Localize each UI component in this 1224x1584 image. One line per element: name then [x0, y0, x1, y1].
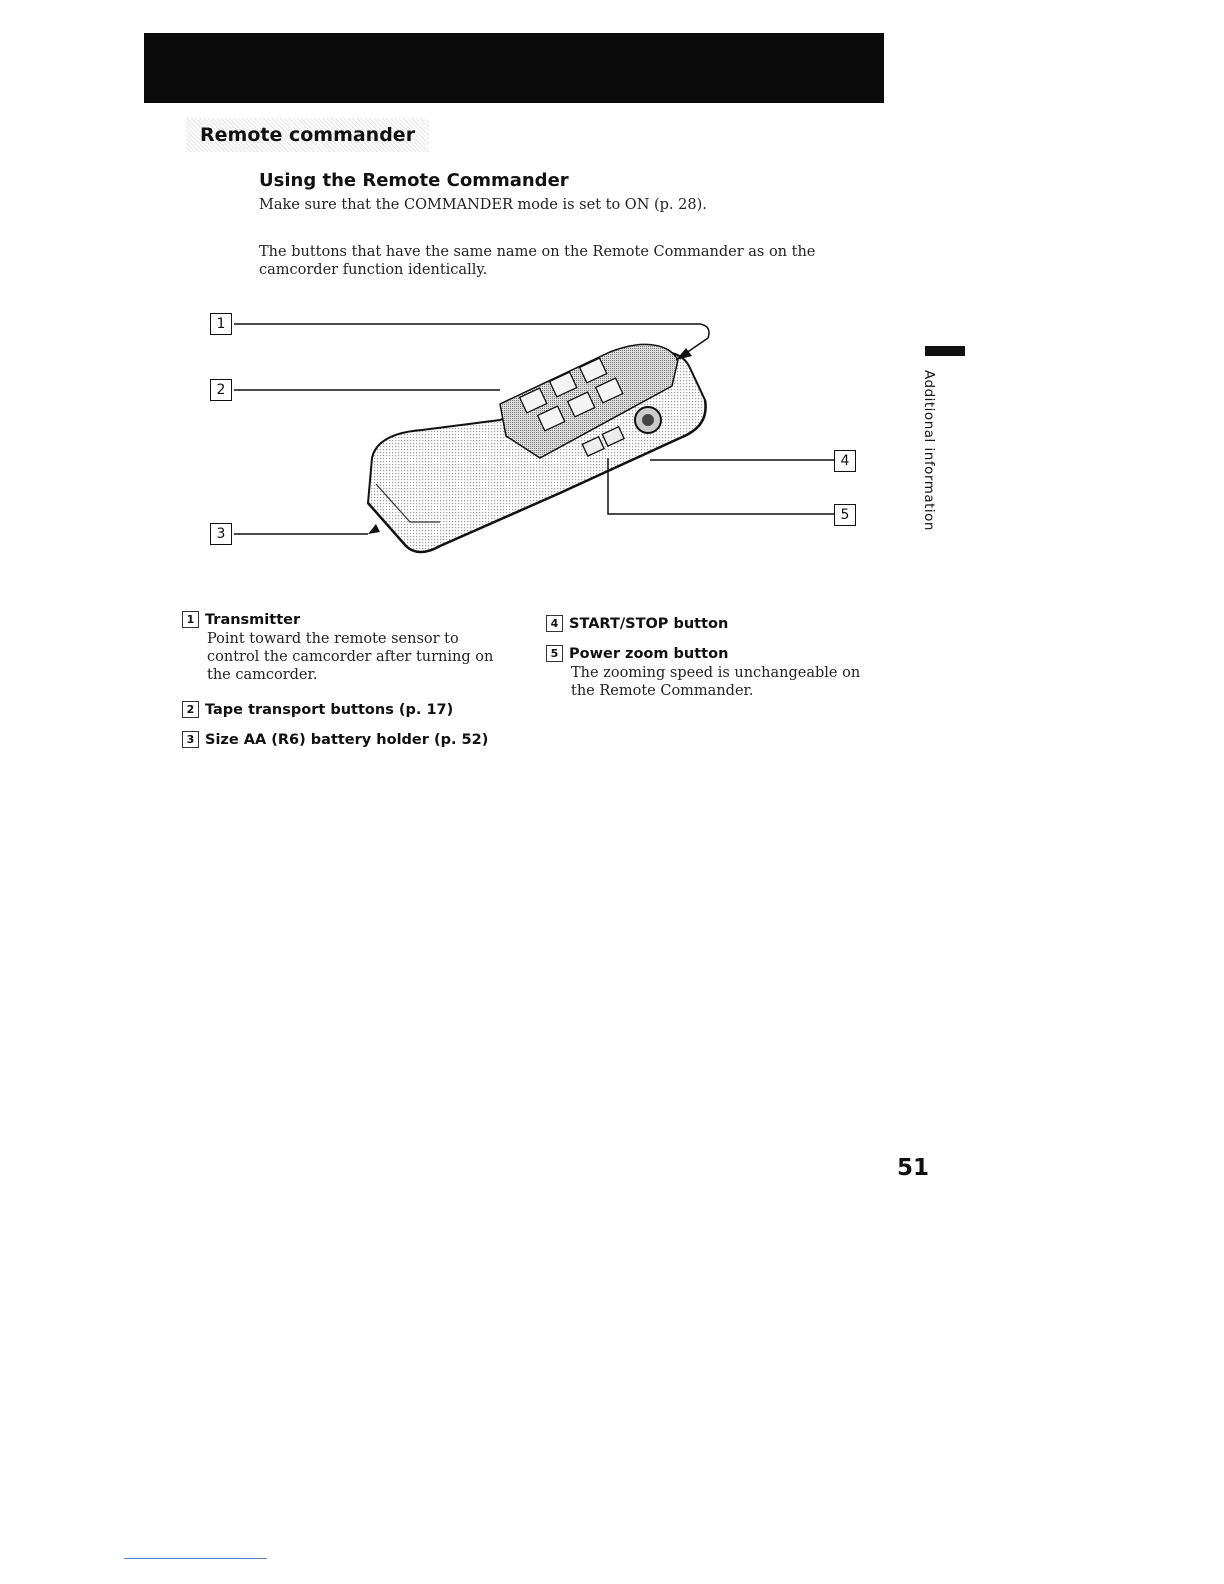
remote-commander-diagram: [200, 308, 900, 578]
buttons-paragraph: The buttons that have the same name on the Remote Commander as on the camcorder function identically.: [259, 244, 816, 278]
item-tape-transport: [182, 701, 453, 718]
item-number: 3: [182, 731, 199, 748]
item-title: Power zoom button: [569, 646, 729, 662]
item-start-stop: [546, 615, 728, 632]
item-battery-holder: [182, 731, 488, 748]
item-description: Point toward the remote sensor to control the camcorder after turning on the camcorder.: [207, 631, 494, 683]
item-number: 1: [182, 611, 199, 628]
page-number: 51: [897, 1155, 930, 1181]
item-number: 2: [182, 701, 199, 718]
footer-divider: [124, 1558, 267, 1559]
item-transmitter: [182, 611, 512, 684]
item-title: Tape transport buttons (p. 17): [205, 702, 454, 718]
item-title: START/STOP button: [569, 616, 729, 632]
callout-3: 3: [210, 523, 232, 545]
remote-illustration: [200, 308, 900, 578]
item-number: 5: [546, 645, 563, 662]
intro-paragraph: Make sure that the COMMANDER mode is set to ON (p. 28).: [259, 197, 707, 213]
callout-2: 2: [210, 379, 232, 401]
side-tab-marker: [925, 346, 965, 356]
callout-1: 1: [210, 313, 232, 335]
item-title: Size AA (R6) battery holder (p. 52): [205, 732, 489, 748]
header-bar: [144, 33, 884, 103]
item-description: The zooming speed is unchangeable on the Remote Commander.: [571, 665, 861, 699]
item-title: Transmitter: [205, 612, 301, 628]
callout-5: 5: [834, 504, 856, 526]
item-number: 4: [546, 615, 563, 632]
sub-heading: Using the Remote Commander: [259, 170, 569, 191]
section-title: Remote commander: [186, 118, 429, 152]
item-power-zoom: [546, 645, 886, 700]
callout-4: 4: [834, 450, 856, 472]
side-tab-label: Additional information: [921, 370, 937, 531]
